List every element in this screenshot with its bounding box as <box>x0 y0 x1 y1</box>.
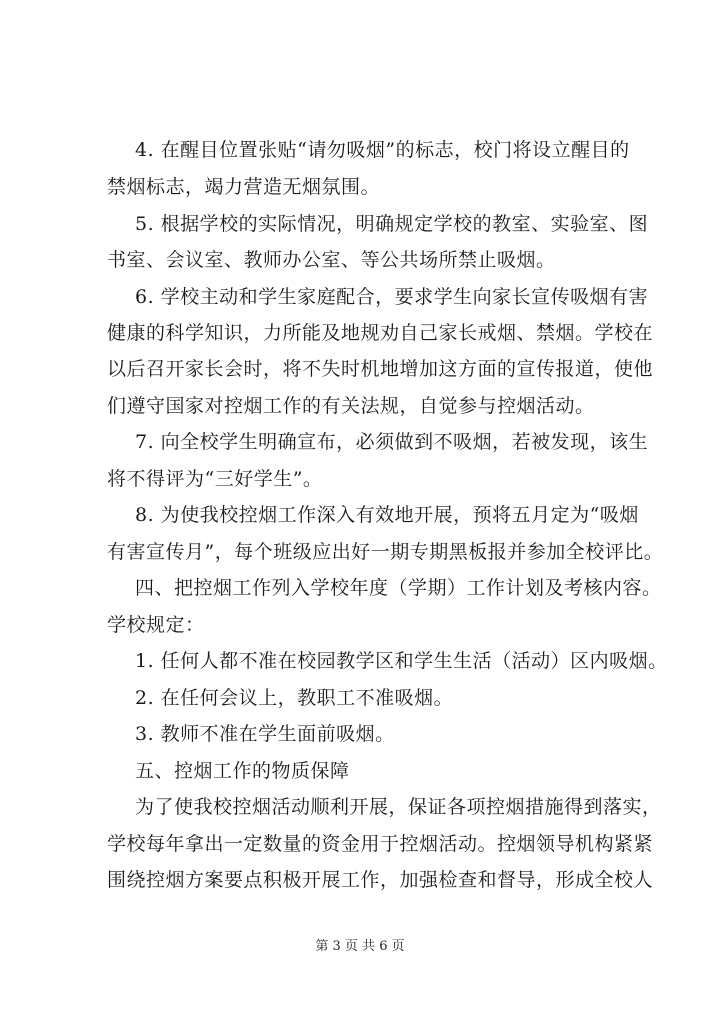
paragraph-line: 书室、会议室、教师办公室、等公共场所禁止吸烟。 <box>107 249 556 271</box>
section-heading: 五、控烟工作的物质保障 <box>135 760 350 782</box>
paragraph-line: 6. 学校主动和学生家庭配合，要求学生向家长宣传吸烟有害 <box>135 286 649 308</box>
paragraph-line: 有害宣传月”，每个班级应出好一期专期黑板报并参加全校评比。 <box>107 541 664 563</box>
paragraph-line: 学校规定： <box>107 614 205 636</box>
paragraph-line: 围绕控烟方案要点积极开展工作，加强检查和督导，形成全校人 <box>107 869 654 891</box>
list-item: 3. 教师不准在学生面前吸烟。 <box>135 723 395 745</box>
paragraph-line: 为了使我校控烟活动顺利开展，保证各项控烟措施得到落实， <box>135 796 662 818</box>
paragraph-line: 健康的科学知识，力所能及地规劝自己家长戒烟、禁烟。学校在 <box>107 322 654 344</box>
paragraph-line: 以后召开家长会时，将不失时机地增加这方面的宣传报道，使他 <box>107 358 654 380</box>
paragraph-line: 学校每年拿出一定数量的资金用于控烟活动。控烟领导机构紧紧 <box>107 833 654 855</box>
paragraph-line: 5. 根据学校的实际情况，明确规定学校的教室、实验室、图 <box>135 213 649 235</box>
section-heading-line: 四、把控烟工作列入学校年度（学期）工作计划及考核内容。 <box>135 577 662 599</box>
list-item: 2. 在任何会议上，教职工不准吸烟。 <box>135 687 454 709</box>
paragraph-line: 们遵守国家对控烟工作的有关法规，自觉参与控烟活动。 <box>107 395 595 417</box>
paragraph-line: 7. 向全校学生明确宣布，必须做到不吸烟，若被发现，该生 <box>135 431 649 453</box>
paragraph-line: 禁烟标志，竭力营造无烟氛围。 <box>107 176 381 198</box>
list-item: 1. 任何人都不准在校园教学区和学生生活（活动）区内吸烟。 <box>135 650 668 672</box>
paragraph-line: 4. 在醒目位置张贴“请勿吸烟”的标志，校门将设立醒目的 <box>135 139 630 161</box>
paragraph-line: 8. 为使我校控烟工作深入有效地开展，预将五月定为“吸烟 <box>135 504 639 526</box>
page-footer: 第 3 页 共 6 页 <box>315 939 405 954</box>
paragraph-line: 将不得评为“三好学生”。 <box>107 468 323 490</box>
